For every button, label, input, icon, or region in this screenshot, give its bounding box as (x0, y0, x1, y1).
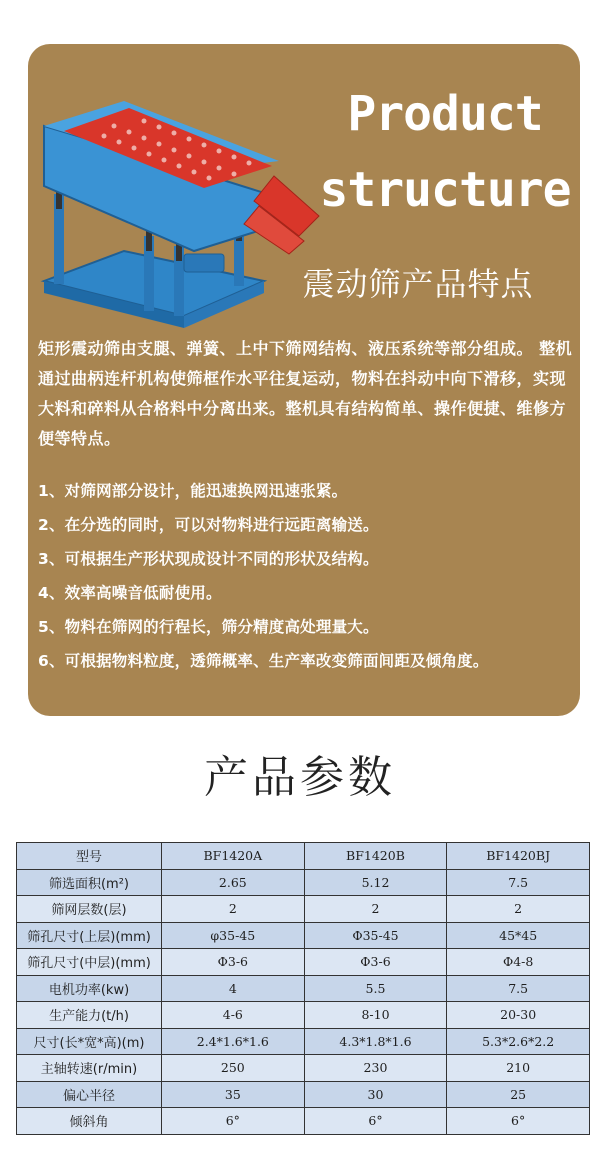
row-label: 倾斜角 (17, 1108, 162, 1135)
feature-list (38, 474, 578, 678)
header-cell: BF1420A (162, 843, 305, 870)
table-row (17, 1108, 590, 1135)
table-cell: Φ3-6 (304, 949, 447, 976)
table-cell: 2 (304, 896, 447, 923)
product-feature-card (28, 44, 580, 716)
table-cell: 5.3*2.6*2.2 (447, 1028, 590, 1055)
title-structure: structure (319, 162, 571, 218)
table-cell: 8-10 (304, 1002, 447, 1029)
row-label: 生产能力(t/h) (17, 1002, 162, 1029)
row-label: 主轴转速(r/min) (17, 1055, 162, 1082)
row-label: 筛孔尺寸(中层)(mm) (17, 949, 162, 976)
table-cell: 2.65 (162, 869, 305, 896)
table-row (17, 949, 590, 976)
table-row (17, 896, 590, 923)
table-cell: 6° (162, 1108, 305, 1135)
feature-item: 6、可根据物料粒度，透筛概率、生产率改变筛面间距及倾角度。 (38, 652, 489, 670)
title-product: Product (347, 86, 543, 142)
table-cell: 7.5 (447, 869, 590, 896)
table-cell: 4.3*1.8*1.6 (304, 1028, 447, 1055)
table-cell: 20-30 (447, 1002, 590, 1029)
row-label: 尺寸(长*宽*高)(m) (17, 1028, 162, 1055)
row-label: 筛孔尺寸(上层)(mm) (17, 922, 162, 949)
table-cell: Φ4-8 (447, 949, 590, 976)
feature-item: 1、对筛网部分设计，能迅速换网迅速张紧。 (38, 482, 348, 500)
header-cell: BF1420BJ (447, 843, 590, 870)
table-cell: 250 (162, 1055, 305, 1082)
table-row (17, 1081, 590, 1108)
table-cell: 4 (162, 975, 305, 1002)
table-cell: 35 (162, 1081, 305, 1108)
feature-item: 2、在分选的同时，可以对物料进行远距离输送。 (38, 516, 379, 534)
table-row (17, 922, 590, 949)
params-table (16, 842, 590, 1135)
table-cell: 5.5 (304, 975, 447, 1002)
table-cell: 30 (304, 1081, 447, 1108)
table-row (17, 1002, 590, 1029)
table-row (17, 1028, 590, 1055)
table-cell: 6° (447, 1108, 590, 1135)
table-row (17, 869, 590, 896)
row-label: 筛选面积(m²) (17, 869, 162, 896)
row-label: 电机功率(kw) (17, 975, 162, 1002)
table-cell: 210 (447, 1055, 590, 1082)
table-cell: φ35-45 (162, 922, 305, 949)
card-subtitle: 震动筛产品特点 (302, 265, 534, 303)
table-cell: 2 (162, 896, 305, 923)
row-label: 偏心半径 (17, 1081, 162, 1108)
table-cell: 4-6 (162, 1002, 305, 1029)
header-cell: 型号 (17, 843, 162, 870)
product-description: 矩形震动筛由支腿、弹簧、上中下筛网结构、液压系统等部分组成。 整机通过曲柄连杆机构使筛框作水平往复运动，物料在抖动中向下滑移，实现大料和碎料从合格料中分离出来。整机具有结构简单、操作便捷、维修方便等特点。 (38, 339, 573, 448)
table-cell: 230 (304, 1055, 447, 1082)
feature-item: 3、可根据生产形状现成设计不同的形状及结构。 (38, 550, 379, 568)
table-cell: 2.4*1.6*1.6 (162, 1028, 305, 1055)
table-cell: 7.5 (447, 975, 590, 1002)
table-cell: 45*45 (447, 922, 590, 949)
table-cell: 2 (447, 896, 590, 923)
feature-item: 4、效率高噪音低耐使用。 (38, 584, 222, 602)
header-cell: BF1420B (304, 843, 447, 870)
table-row (17, 1055, 590, 1082)
row-label: 筛网层数(层) (17, 896, 162, 923)
table-cell: 25 (447, 1081, 590, 1108)
table-header-row (17, 843, 590, 870)
params-title: 产品参数 (204, 752, 396, 803)
table-cell: 5.12 (304, 869, 447, 896)
table-row (17, 975, 590, 1002)
table-cell: Φ3-6 (162, 949, 305, 976)
feature-item: 5、物料在筛网的行程长，筛分精度高处理量大。 (38, 618, 379, 636)
table-cell: 6° (304, 1108, 447, 1135)
table-cell: Φ35-45 (304, 922, 447, 949)
